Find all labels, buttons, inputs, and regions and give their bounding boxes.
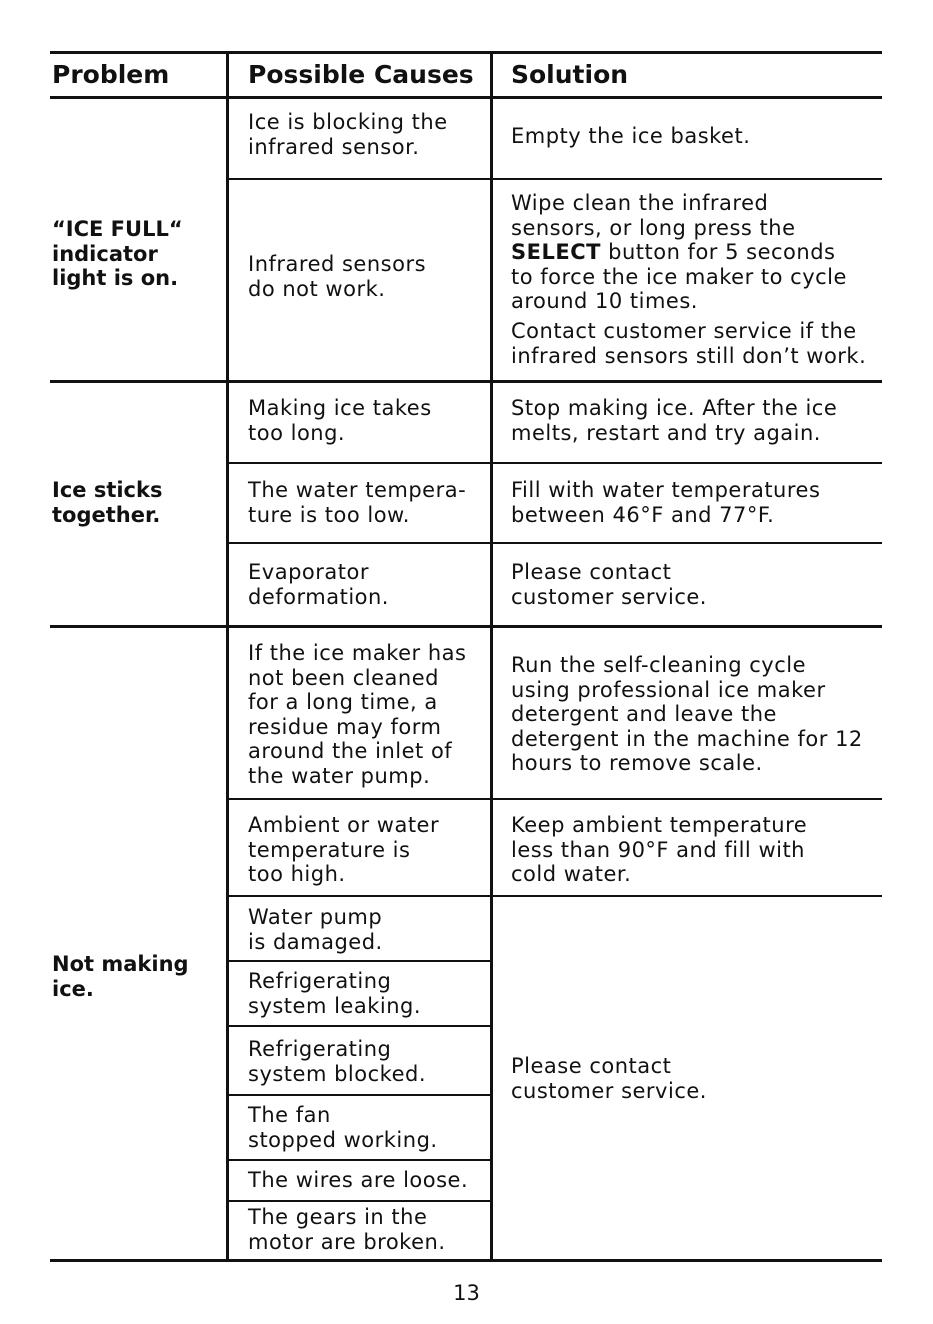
- solution-text: button for 5 seconds to force the ice maker to cycle around 10 times.: [511, 240, 847, 313]
- solution-cell: Fill with water temperatures between 46°F and 77°F.: [511, 478, 821, 527]
- row-divider: [228, 1200, 491, 1202]
- row-divider: [228, 1094, 491, 1096]
- row-divider: [228, 178, 882, 180]
- select-button-label: SELECT: [511, 240, 601, 264]
- page-number: 13: [453, 1281, 480, 1305]
- solution-cell: Run the self-cleaning cycle using professional ice maker detergent and leave the detergent in the machine for 12 hours to remove scale.: [511, 653, 863, 775]
- row-divider: [228, 1159, 491, 1161]
- cause-cell: Ambient or water temperature is too high.: [248, 813, 440, 886]
- cause-cell: Refrigerating system leaking.: [248, 969, 422, 1018]
- table-top-rule: [50, 51, 882, 54]
- solution-cell: Please contact customer service.: [511, 1054, 707, 1103]
- problem-ice-sticks: Ice sticks together.: [52, 478, 163, 527]
- cause-cell: Water pump is damaged.: [248, 905, 383, 954]
- solution-cell: Contact customer service if the infrared sensors still don’t work.: [511, 319, 867, 368]
- column-divider: [490, 52, 493, 1261]
- row-divider: [228, 542, 882, 544]
- solution-cell: Stop making ice. After the ice melts, restart and try again.: [511, 396, 838, 445]
- cause-cell: The gears in the motor are broken.: [248, 1205, 446, 1254]
- row-divider: [228, 462, 882, 464]
- cause-cell: The wires are loose.: [248, 1168, 469, 1192]
- column-divider: [226, 52, 229, 1261]
- group-divider: [50, 380, 882, 383]
- cause-cell: If the ice maker has not been cleaned for a long time, a residue may form around the inlet of the water pump.: [248, 641, 467, 788]
- table-bottom-rule: [50, 1259, 882, 1262]
- header-solution: Solution: [511, 60, 629, 89]
- header-problem: Problem: [52, 60, 170, 89]
- header-bottom-rule: [50, 96, 882, 99]
- solution-text: Wipe clean the infrared sensors, or long press the: [511, 191, 796, 240]
- cause-cell: Infrared sensors do not work.: [248, 252, 427, 301]
- problem-not-making-ice: Not making ice.: [52, 952, 189, 1001]
- solution-cell: [511, 191, 879, 314]
- cause-cell: Ice is blocking the infrared sensor.: [248, 110, 448, 159]
- cause-cell: Making ice takes too long.: [248, 396, 432, 445]
- row-divider: [228, 798, 882, 800]
- row-divider: [228, 1025, 491, 1027]
- solution-cell: Empty the ice basket.: [511, 124, 751, 148]
- row-divider: [228, 960, 491, 962]
- row-divider: [228, 895, 882, 897]
- group-divider: [50, 625, 882, 628]
- cause-cell: The fan stopped working.: [248, 1103, 438, 1152]
- problem-ice-full: “ICE FULL“ indicator light is on.: [52, 217, 183, 290]
- header-possible-causes: Possible Causes: [248, 60, 474, 89]
- cause-cell: Refrigerating system blocked.: [248, 1037, 426, 1086]
- solution-cell: Keep ambient temperature less than 90°F and fill with cold water.: [511, 813, 808, 886]
- solution-cell: Please contact customer service.: [511, 560, 707, 609]
- cause-cell: Evaporator deformation.: [248, 560, 389, 609]
- cause-cell: The water tempera- ture is too low.: [248, 478, 467, 527]
